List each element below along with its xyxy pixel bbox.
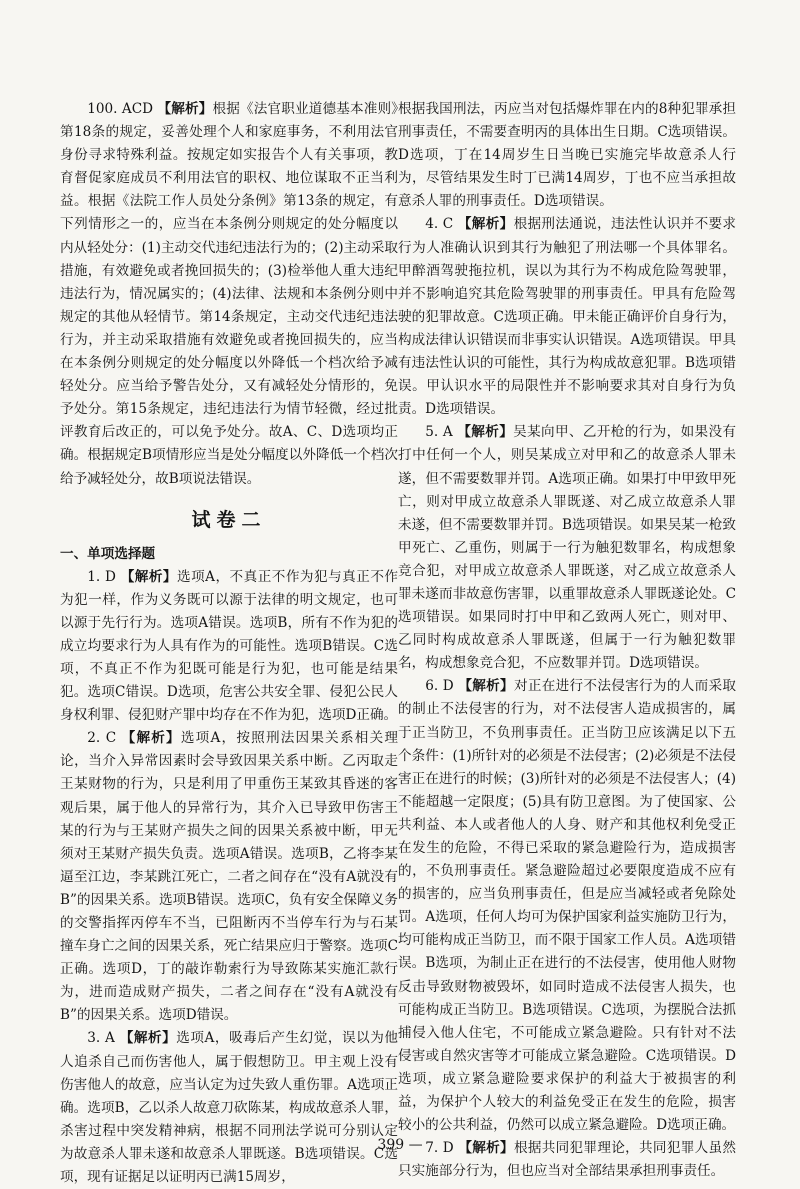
analysis-tag: 【解析】 <box>458 1140 514 1157</box>
answer-text: 选项A，不真正不作为犯与真正不作为犯一样，作为义务既可以源于法律的明文规定，也可以源于先行行为。选项A错误。选项B，所有不作为犯的成立均要求行为人具有作为的可能性。选项B错误。C选项，不真正不作为犯既可能是行为犯，也可能是结果犯。选项C错误。D选项，危害公共安全罪、侵犯公民人身权利罪、侵犯财产罪中均存在不作为犯，选项D正确。 <box>60 568 398 724</box>
answer-2 <box>60 727 398 1027</box>
paper-title: 试卷二 <box>191 508 267 531</box>
analysis-tag: 【解析】 <box>121 730 181 747</box>
analysis-tag: 【解析】 <box>119 1030 177 1047</box>
analysis-tag: 【解析】 <box>457 216 514 233</box>
answer-text: 根据刑法通说，违法性认识并不要求行为人准确认识到其行为触犯了刑法哪一个具体罪名。甲醉酒驾驶拖拉机，误以为其行为不构成危险驾驶罪，并不影响追究其危险驾驶罪的刑事责任。甲具有危险驾驶的犯罪故意。C选项正确。甲未能正确评价自身行为，构成法律认识错误而非事实认识错误。A选项错误。甲具有违法性认识的可能性，其行为构成故意犯罪。B选项错误。甲认识水平的局限性并不影响要求其对自身行为负责。D选项错误。 <box>398 216 737 418</box>
answer-text: 吴某向甲、乙开枪的行为，如果没有打中任何一个人，则吴某成立对甲和乙的故意杀人罪未遂，但不需要数罪并罚。A选项正确。如果打中甲致甲死亡，则对甲成立故意杀人罪既遂、对乙成立故意杀人罪未遂，但不需要数罪并罚。B选项错误。如果吴某一枪致甲死亡、乙重伤，则属于一行为触犯数罪名，构成想象竞合犯，对甲成立故意杀人罪既遂，对乙成立故意杀人罪未遂而非故意伤害罪，以重罪故意杀人罪既遂论处。C选项错误。如果同时打中甲和乙致两人死亡，则对甲、乙同时构成故意杀人罪既遂，但属于一行为触犯数罪名，构成想象竞合犯，不应数罪并罚。D选项错误。 <box>398 424 737 672</box>
answer-number: 5. A <box>425 424 453 441</box>
answer-number: 1. D <box>87 568 116 585</box>
section-heading: 一、单项选择题 <box>60 545 156 562</box>
answer-number: 3. A <box>87 1030 115 1047</box>
answer-text: 根据《法官职业道德基本准则》第18条的规定，妥善处理个人和家庭事务，不利用法官身份寻求特殊利益。按规定如实报告个人有关事项，教育督促家庭成员不利用法官的职权、地位谋取不正当利益。根据《法院工作人员处分条例》第13条的规定，有下列情形之一的，应当在本条例分则规定的处分幅度以内从轻处分：(1)主动交代违纪违法行为的；(2)主动采取措施，有效避免或者挽回损失的；(3)检举他人重大违纪违法行为，情况属实的；(4)法律、法规和本条例分则中规定的其他从轻情节。第14条规定，主动交代违纪违法行为，并主动采取措施有效避免或者挽回损失的，应当在本条例分则规定的处分幅度以外降低一个档次给予减轻处分。应当给予警告处分，又有减轻处分情形的，免予处分。第15条规定，违纪违法行为情节轻微，经过批评教育后改正的，可以免予处分。故A、C、D选项均正确。根据规定B项情形应当是处分幅度以外降低一个档次给予减轻处分，故B项说法错误。 <box>60 101 398 487</box>
answer-3 <box>60 1027 398 1189</box>
answer-text: 选项A，吸毒后产生幻觉，误以为他人追杀自己而伤害他人，属于假想防卫。甲主观上没有伤害他人的故意，应当认定为过失致人重伤罪。A选项正确。选项B，乙以杀人故意刀砍陈某，构成故意杀人罪，杀害过程中突发精神病，根据不同刑法学说可分别认定为故意杀人罪未遂和故意杀人罪既遂。B选项错误。C选项，现有证据足以证明丙已满15周岁， <box>60 1030 399 1186</box>
answer-1 <box>60 566 398 728</box>
answer-text: 选项A，按照刑法因果关系相关理论，当介入异常因素时会导致因果关系中断。乙丙取走王某财物的行为，只是利用了甲重伤王某致其昏迷的客观后果，属于他人的异常行为，其介入已导致甲伤害王某的行为与王某财产损失之间的因果关系被中断，甲无须对王某财产损失负责。选项A错误。选项B，乙将李某逼至江边，李某跳江死亡，二者之间存在“没有A就没有B”的因果关系。选项B错误。选项C，负有安全保障义务的交警指挥丙停车不当，已阻断丙不当停车行为与石某撞车身亡之间的因果关系，死亡结果应归于警察。选项C正确。选项D，丁的敲诈勒索行为导致陈某实施汇款行为，进而造成财产损失，二者之间存在“没有A就没有B”的因果关系。选项D错误。 <box>60 730 398 1024</box>
answer-text: 根据共同犯罪理论，共同犯罪人虽然只实施部分行为，但也应当对全部结果承担刑事责任。 <box>398 1140 737 1180</box>
answer-5 <box>398 421 736 675</box>
answer-6 <box>398 675 736 1137</box>
answer-text: 根据我国刑法，丙应当对包括爆炸罪在内的8种犯罪承担刑事责任，不需要查明丙的具体出生日期。C选项错误。D选项，丁在14周岁生日当晚已实施完毕故意杀人行为，尽管结果发生时丁已满14周岁，丁也不应当承担故意杀人罪的刑事责任。D选项错误。 <box>398 101 736 210</box>
answer-number: 4. C <box>425 216 454 233</box>
answer-100 <box>60 98 398 491</box>
answer-number: 2. C <box>87 730 117 747</box>
answer-3-continued <box>398 98 736 213</box>
analysis-tag: 【解析】 <box>458 678 514 695</box>
analysis-tag: 【解析】 <box>120 568 177 585</box>
answer-text: 对正在进行不法侵害行为的人而采取的制止不法侵害的行为，对不法侵害人造成损害的，属于正当防卫，不负刑事责任。正当防卫应该满足以下五个条件：(1)所针对的必须是不法侵害；(2)必须是不法侵害正在进行的时候；(3)所针对的必须是不法侵害人；(4)不能超越一定限度；(5)具有防卫意图。为了使国家、公共利益、本人或者他人的人身、财产和其他权利免受正在发生的危险，不得已采取的紧急避险行为，造成损害的，不负刑事责任。紧急避险超过必要限度造成不应有的损害的，应当负刑事责任，但是应当减轻或者免除处罚。A选项，任何人均可为保护国家利益实施防卫行为，均可能构成正当防卫，而不限于国家工作人员。A选项错误。B选项，为制止正在进行的不法侵害，使用他人财物反击导致财物被毁坏，如同时造成不法侵害人损失，也可能构成正当防卫。B选项错误。C选项，为摆脱合法抓捕侵入他人住宅，不可能成立紧急避险。只有针对不法侵害或自然灾害等才可能成立紧急避险。C选项错误。D选项，成立紧急避险要求保护的利益大于被损害的利益，为保护个人较大的利益免受正在发生的危险，损害较小的公共利益，仍然可以成立紧急避险。D选项正确。 <box>398 678 737 1134</box>
answer-number: 6. D <box>425 678 454 695</box>
analysis-tag: 【解析】 <box>457 424 514 441</box>
page-number: 399 — <box>377 1137 423 1153</box>
left-column <box>60 98 398 1189</box>
right-column <box>398 98 736 1183</box>
answer-4 <box>398 213 736 421</box>
answer-number: 100. ACD <box>87 101 154 117</box>
analysis-tag: 【解析】 <box>157 101 213 117</box>
answer-number: 7. D <box>425 1140 454 1157</box>
